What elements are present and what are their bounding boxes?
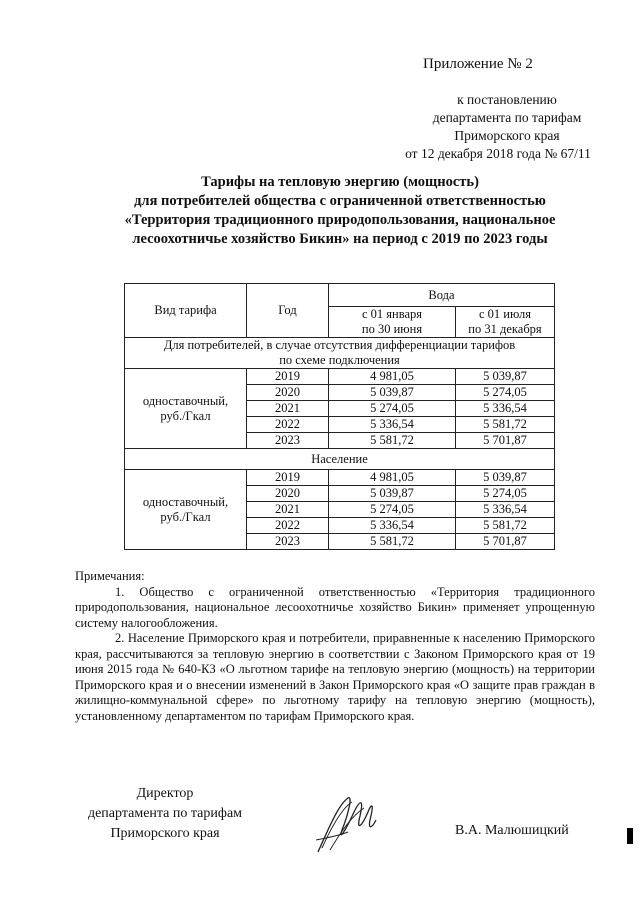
signatory-title <box>60 784 270 844</box>
year-cell: 2023 <box>247 433 329 449</box>
table-row <box>125 470 555 486</box>
signatory-name: В.А. Малюшицкий <box>455 823 569 838</box>
year-cell: 2023 <box>247 534 329 550</box>
section-header-row <box>125 449 555 470</box>
value-cell: 5 039,87 <box>329 486 456 502</box>
appendix-number: Приложение № 2 <box>423 56 533 72</box>
scan-edge-mark <box>627 828 633 844</box>
col-header-period-1 <box>329 307 456 338</box>
notes-heading: Примечания: <box>75 569 145 583</box>
col-header-period-2 <box>456 307 555 338</box>
period-2-start: с 01 июля <box>478 307 531 321</box>
section-title-line-2: по схеме подключения <box>279 353 400 367</box>
title-line-1: Тарифы на тепловую энергию (мощность) <box>201 174 479 190</box>
signatory-line-1: Директор <box>136 786 194 801</box>
section-title-line-1: Для потребителей, в случае отсутствия дифференциации тарифов <box>163 338 516 352</box>
value-cell: 5 581,72 <box>456 518 555 534</box>
value-cell: 5 581,72 <box>329 433 456 449</box>
year-cell: 2019 <box>247 470 329 486</box>
table-row <box>125 369 555 385</box>
period-1-start: с 01 января <box>361 307 423 321</box>
value-cell: 5 701,87 <box>456 534 555 550</box>
value-cell: 5 274,05 <box>329 502 456 518</box>
signatory-line-3: Приморского края <box>110 826 220 841</box>
tariff-type-cell <box>125 369 247 449</box>
value-cell: 5 274,05 <box>456 385 555 401</box>
value-cell: 5 039,87 <box>329 385 456 401</box>
value-cell: 5 336,54 <box>456 502 555 518</box>
section-title: Население <box>125 449 555 470</box>
year-cell: 2022 <box>247 417 329 433</box>
tariff-type-line-2: руб./Гкал <box>160 408 211 423</box>
header-line-2: департамента по тарифам <box>432 110 582 125</box>
tariff-table <box>124 283 555 550</box>
year-cell: 2020 <box>247 385 329 401</box>
title-line-4: лесоохотничье хозяйство Бикин» на период с 2019 по 2023 годы <box>132 231 548 247</box>
value-cell: 5 274,05 <box>456 486 555 502</box>
tariff-type-line-1: одноставочный, <box>142 494 229 509</box>
value-cell: 5 581,72 <box>329 534 456 550</box>
section-title <box>125 338 555 369</box>
value-cell: 5 039,87 <box>456 470 555 486</box>
year-cell: 2019 <box>247 369 329 385</box>
period-2-end: по 31 декабря <box>468 322 542 336</box>
year-cell: 2020 <box>247 486 329 502</box>
handwritten-signature <box>308 790 388 860</box>
section-header-row <box>125 338 555 369</box>
value-cell: 4 981,05 <box>329 369 456 385</box>
tariff-type-line-2: руб./Гкал <box>160 509 211 524</box>
signatory-line-2: департамента по тарифам <box>87 806 243 821</box>
value-cell: 5 336,54 <box>456 401 555 417</box>
tariff-type-line-1: одноставочный, <box>142 393 229 408</box>
notes-section <box>75 569 595 724</box>
table-header-row <box>125 284 555 307</box>
value-cell: 5 274,05 <box>329 401 456 417</box>
title-line-2: для потребителей общества с ограниченной ответственностью <box>134 193 546 209</box>
value-cell: 4 981,05 <box>329 470 456 486</box>
header-line-4: от 12 декабря 2018 года № 67/11 <box>405 146 591 161</box>
period-1-end: по 30 июня <box>361 322 423 336</box>
value-cell: 5 701,87 <box>456 433 555 449</box>
note-1: 1. Общество с ограниченной ответственностью «Территория традиционного природопользования, национальное лесоохотничье хозяйство Бикин» применяет упрощенную систему налогообложения. <box>75 584 595 630</box>
col-header-year: Год <box>247 284 329 338</box>
header-line-1: к постановлению <box>457 92 557 107</box>
year-cell: 2022 <box>247 518 329 534</box>
tariff-type-cell <box>125 470 247 550</box>
title-line-3: «Территория традиционного природопользования, национальное <box>124 212 556 228</box>
value-cell: 5 581,72 <box>456 417 555 433</box>
year-cell: 2021 <box>247 502 329 518</box>
value-cell: 5 336,54 <box>329 417 456 433</box>
note-2: 2. Население Приморского края и потребители, приравненные к населению Приморского края, рассчитываются за тепловую энергию в соответствии с Законом Приморского края от 19 июня 2015 года № 640-КЗ «О льготном тарифе на тепловую энергию (мощность) на территории Приморского края и о внесении изменений в Закон Приморского края «О защите прав граждан в жилищно-коммунальной сфере» по льготному тарифу на тепловую энергию (мощность), установленному департаментом по тарифам Приморского края. <box>75 631 595 723</box>
year-cell: 2021 <box>247 401 329 417</box>
header-line-3: Приморского края <box>454 128 560 143</box>
value-cell: 5 039,87 <box>456 369 555 385</box>
document-title <box>60 173 620 249</box>
col-header-water: Вода <box>329 284 555 307</box>
value-cell: 5 336,54 <box>329 518 456 534</box>
col-header-tariff-type: Вид тарифа <box>125 284 247 338</box>
